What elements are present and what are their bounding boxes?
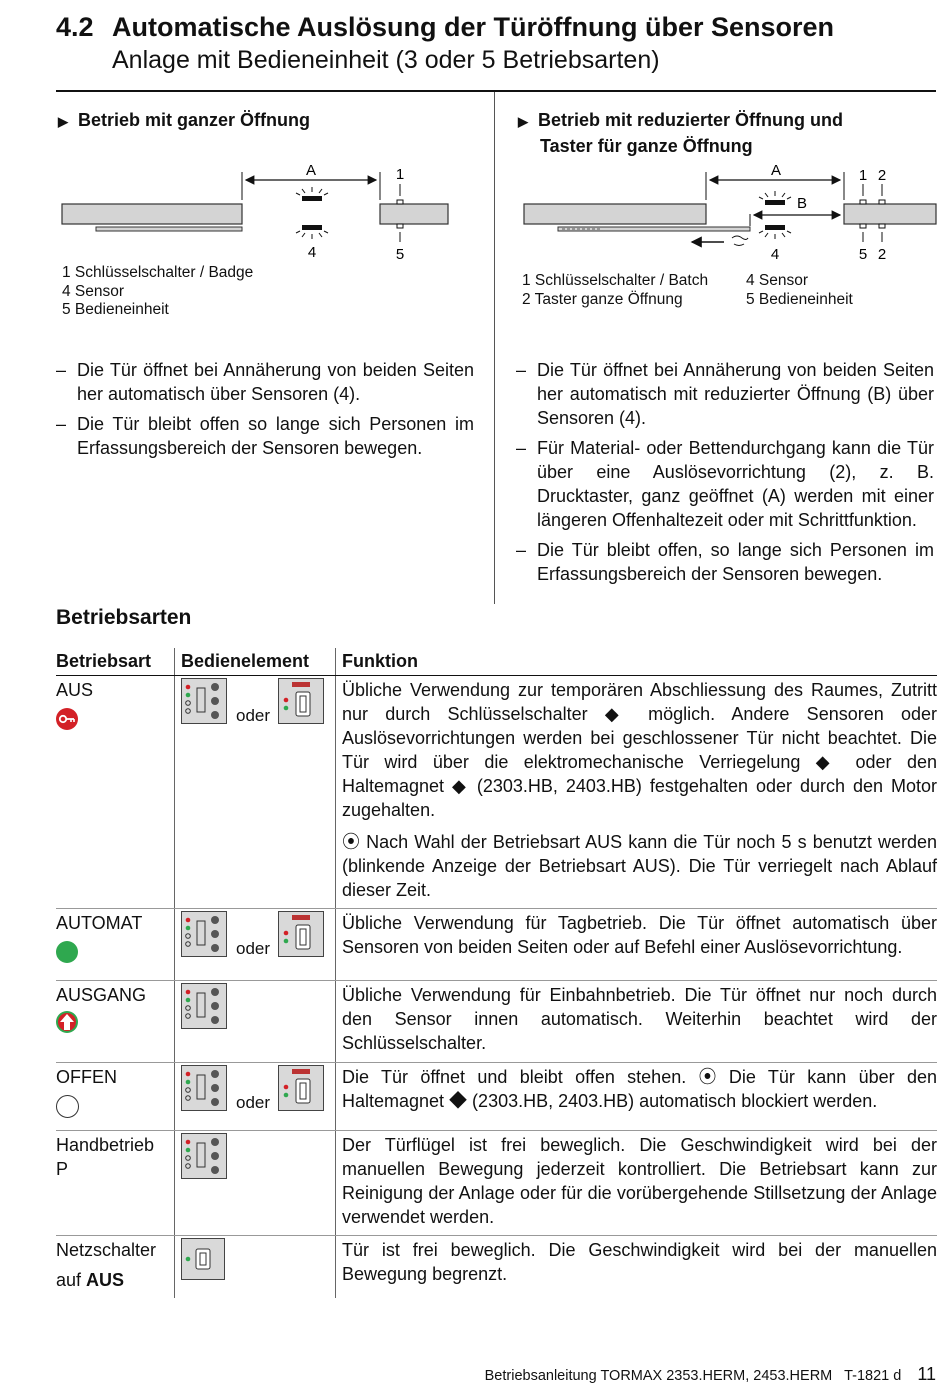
section-subtitle: Anlage mit Bedieneinheit (3 oder 5 Betriebsarten) (112, 46, 660, 74)
section-number: 4.2 (56, 12, 94, 42)
sensor-top-icon (765, 200, 785, 205)
label-a: A (305, 162, 317, 179)
bullet-item: – Die Tür bleibt offen so lange sich Personen im Erfassungsbereich der Sensoren bewegen. (56, 412, 474, 460)
right-bullets (516, 358, 934, 592)
mode-name: OFFEN (56, 1067, 117, 1087)
mode-name: AUS (56, 680, 94, 700)
svg-text:A: A (770, 162, 782, 179)
col-header: Funktion (336, 648, 938, 676)
mode-name: Handbetrieb (56, 1135, 155, 1155)
key-switch-panel-icon (278, 1065, 324, 1111)
door-track (96, 227, 242, 231)
section-title (56, 12, 834, 43)
green-circle-icon (56, 941, 78, 963)
control-panel-icon (181, 983, 227, 1029)
column-divider (494, 92, 495, 604)
mode-name-bold: AUS (86, 1270, 125, 1290)
table-row: OFFEN oder Die Tür öffnet und bleibt offen stehen. ⦿ Die Tür kann über den Haltemagnet ◆ (2303.HB, 2403.HB) automatisch blockiert werden. (56, 1063, 937, 1131)
mode-description: Übliche Verwendung für Tagbetrieb. Die Tür öffnet automatisch über Sensoren von beiden Seiten oder auf Befehl einer Auslösevorrichtung. (342, 913, 937, 957)
right-legend-col1 (522, 272, 708, 309)
control-panel-icon (181, 1065, 227, 1111)
exit-arrow-icon (56, 1011, 80, 1035)
bullet-item: – Für Material- oder Bettendurchgang kann die Tür über eine Auslösevorrichtung (2), z. B. Drucktaster, ganz geöffnet (A) werden mit einer längeren Offenhaltezeit oder mit Schrittfunktion. (516, 436, 934, 532)
mode-description: Übliche Verwendung zur temporären Abschliessung des Raumes, Zutritt nur durch Schlüsselschalter ◆ möglich. Andere Sensoren oder Auslösevorrichtungen werden bei geschlossener Tür nicht beachtet. Die Tür wird über die elektromechanische Verriegelung ◆ oder den Haltemagnet ◆ (2303.HB, 2403.HB) festgehalten oder durch den Motor zugehalten. (342, 680, 937, 820)
full-opening-diagram (56, 158, 456, 268)
table-row: Netzschalter auf AUS Tür ist frei beweglich. Die Geschwindigkeit wird bei der manuellen Bewegung begrenzt. (56, 1236, 937, 1299)
control-panel-icon (181, 678, 227, 724)
col-header: Bedienelement (175, 648, 336, 676)
door-leaf (524, 204, 706, 224)
legend-item: 1 Schlüsselschalter / Batch (522, 272, 709, 289)
legend-item: 2 Taster ganze Öffnung (522, 290, 683, 308)
page-footer (485, 1364, 936, 1385)
sensor-top-icon (302, 196, 322, 201)
modes-heading: Betriebsarten (56, 606, 192, 629)
table-row: AUS oder Übliche Verwendung zur temporären Abschliessung des Raumes, Zutritt nur durch Schlüsselschalter ◆ möglich. Andere Sensoren oder Auslösevorrichtungen werden bei geschlossener Tür nicht beachtet. Die Tür wird über die elektromechanische Verriegelung ◆ oder den Haltemagnet ◆ (2303.HB, 2403.HB) festgehalten oder durch den Motor zugehalten. ⦿ Nach Wahl der Betriebsart AUS kann die Tür noch 5 s benutzt werden (blinkende Anzeige der Betriebsart AUS). Die Tür verriegelt nach Ablauf dieser Zeit. (56, 676, 937, 909)
right-legend-col2 (746, 272, 853, 309)
control-unit-icon (397, 224, 403, 228)
table-row (56, 1131, 937, 1236)
table-row (56, 981, 937, 1063)
mode-name: AUTOMAT (56, 913, 143, 933)
modes-table (56, 648, 937, 1298)
svg-text:2: 2 (877, 246, 887, 263)
footer-text: Betriebsanleitung TORMAX 2353.HERM, 2453.HERM T-1821 d (484, 1368, 902, 1384)
svg-text:2: 2 (877, 167, 887, 184)
svg-text:4: 4 (307, 244, 317, 261)
key-switch-panel-icon (278, 678, 324, 724)
sensor-bottom-icon (765, 225, 785, 230)
key-switch-icon (397, 200, 403, 204)
bullet-item: – Die Tür öffnet bei Annäherung von beiden Seiten her automatisch mit reduzierter Öffnung (B) über Sensoren (4). (516, 358, 934, 430)
header-rule (56, 90, 936, 92)
wall-segment (380, 204, 448, 224)
col-header: Betriebsart (56, 648, 175, 676)
legend-item: 5 Bedieneinheit (62, 301, 169, 318)
wall-segment (844, 204, 936, 224)
mode-name: Netzschalter (56, 1240, 157, 1260)
legend-item: 4 Sensor (746, 272, 809, 289)
mode-description: Tür ist frei beweglich. Die Geschwindigkeit wird bei der manuellen Bewegung begrenzt. (342, 1240, 937, 1284)
svg-text:5: 5 (395, 246, 405, 263)
legend-item: 1 Schlüsselschalter / Badge (62, 264, 254, 281)
table-row: AUTOMAT oder Übliche Verwendung für Tagbetrieb. Die Tür öffnet automatisch über Sensoren von beiden Seiten oder auf Befehl einer Auslösevorrichtung. (56, 909, 937, 981)
sensor-bottom-icon (302, 225, 322, 230)
svg-text:B: B (796, 195, 808, 212)
control-panel-icon (181, 911, 227, 957)
svg-text:5: 5 (858, 246, 868, 263)
left-heading: ▶ Betrieb mit ganzer Öffnung (58, 108, 310, 134)
bullet-item: – Die Tür öffnet bei Annäherung von beiden Seiten her automatisch über Sensoren (4). (56, 358, 474, 406)
right-heading: ▶ Betrieb mit reduzierter Öffnung und Taster für ganze Öffnung (518, 110, 844, 156)
empty-circle-icon (56, 1095, 79, 1118)
mode-note: ⦿ Nach Wahl der Betriebsart AUS kann die Tür noch 5 s benutzt werden (blinkende Anzeige der Betriebsart AUS). Die Tür verriegelt nach Ablauf dieser Zeit. (342, 832, 937, 900)
door-leaf (62, 204, 242, 224)
triangle-right-icon: ▶ (58, 114, 68, 129)
legend-item: 5 Bedieneinheit (746, 290, 853, 308)
power-switch-icon (181, 1238, 225, 1280)
bullet-item: – Die Tür bleibt offen, so lange sich Personen im Erfassungsbereich der Sensoren bewegen. (516, 538, 934, 586)
svg-text:1: 1 (395, 166, 405, 183)
mode-description: Der Türflügel ist frei beweglich. Die Geschwindigkeit wird bei der manuellen Bewegung jederzeit kontrolliert. Die Betriebsart kann zur Reinigung der Anlage oder für die vorübergehende Stillsetzung der Anlage verwendet werden. (342, 1135, 937, 1227)
key-switch-panel-icon (278, 911, 324, 957)
left-bullets (56, 358, 474, 466)
door-track (558, 227, 750, 231)
page-number: 11 (917, 1364, 936, 1384)
mode-name-symbol: P (56, 1159, 69, 1179)
mode-description: Die Tür öffnet und bleibt offen stehen. ⦿ Die Tür kann über den Haltemagnet ◆ (2303.HB, 2403.HB) automatisch blockiert werden. (342, 1067, 937, 1111)
hand-icon (732, 236, 748, 246)
legend-item: 4 Sensor (62, 282, 125, 300)
svg-text:1: 1 (858, 167, 868, 184)
key-red-icon (56, 708, 80, 732)
reduced-opening-diagram (518, 158, 940, 268)
mode-description: Übliche Verwendung für Einbahnbetrieb. Die Tür öffnet nur noch durch den Sensor innen automatisch. Weiterhin beachtet wird der Schlüsselschalter. (342, 985, 937, 1053)
table-header-row (56, 648, 937, 676)
section-title-text: Automatische Auslösung der Türöffnung über Sensoren (112, 12, 835, 42)
triangle-right-icon: ▶ (518, 114, 528, 129)
svg-text:4: 4 (770, 246, 780, 263)
mode-name: AUSGANG (56, 985, 147, 1005)
left-legend (62, 264, 253, 320)
control-panel-icon (181, 1133, 227, 1179)
